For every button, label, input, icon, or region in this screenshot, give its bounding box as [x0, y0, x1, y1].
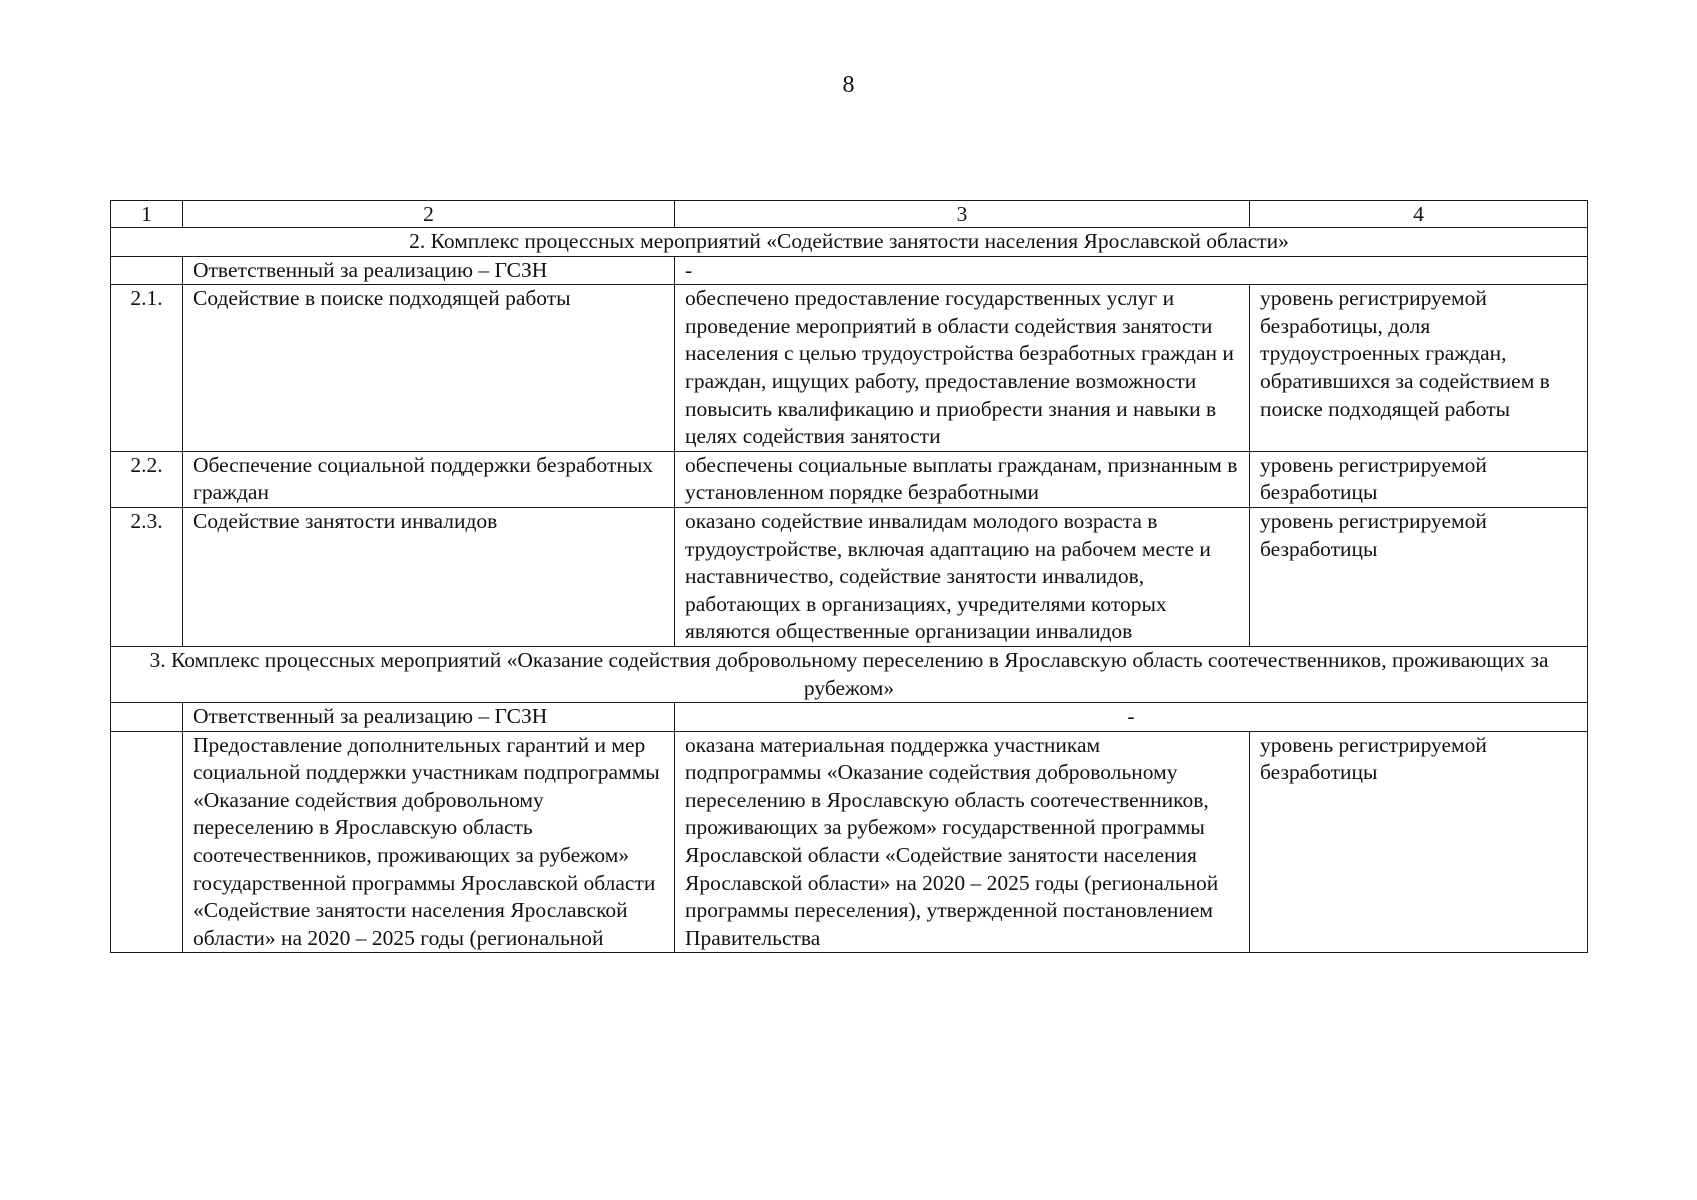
- indicator-cell: уровень регистрируемой безработицы, доля трудоустроенных граждан, обратившихся за содействием в поиске подходящей работы: [1250, 285, 1588, 452]
- section-2-responsible-row: [111, 256, 1588, 285]
- table-row: [111, 507, 1588, 646]
- table-row: [111, 451, 1588, 507]
- section-2-responsible-label: Ответственный за реализацию – ГСЗН: [183, 256, 675, 285]
- result-cell: оказана материальная поддержка участникам подпрограммы «Оказание содействия добровольному переселению в Ярославскую область соотечественников, проживающих за рубежом» государственной программы Ярославской области «Содействие занятости населения Ярославской области» на 2020 – 2025 годы (региональной программы переселения), утвержденной постановлением Правительства: [675, 731, 1250, 953]
- row-number: [111, 731, 183, 953]
- page-number: 8: [842, 72, 855, 98]
- indicator-cell: уровень регистрируемой безработицы: [1250, 507, 1588, 646]
- table-row: [111, 731, 1588, 953]
- section-2-title: 2. Комплекс процессных мероприятий «Содействие занятости населения Ярославской области»: [111, 228, 1588, 257]
- row-number: 2.2.: [111, 451, 183, 507]
- column-number-2: 2: [183, 201, 675, 228]
- measure-cell: Содействие в поиске подходящей работы: [183, 285, 675, 452]
- section-3-responsible-value: -: [675, 703, 1588, 732]
- result-cell: обеспечены социальные выплаты гражданам, признанным в установленном порядке безработными: [675, 451, 1250, 507]
- indicator-cell: уровень регистрируемой безработицы: [1250, 731, 1588, 953]
- section-3-responsible-row: [111, 703, 1588, 732]
- measure-cell: Предоставление дополнительных гарантий и мер социальной поддержки участникам подпрограммы «Оказание содействия добровольному переселению в Ярославскую область соотечественников, проживающих за рубежом» государственной программы Ярославской области «Содействие занятости населения Ярославской области» на 2020 – 2025 годы (региональной: [183, 731, 675, 953]
- row-number: 2.1.: [111, 285, 183, 452]
- section-3-responsible-label: Ответственный за реализацию – ГСЗН: [183, 703, 675, 732]
- column-number-row: [111, 201, 1588, 228]
- result-cell: оказано содействие инвалидам молодого возраста в трудоустройстве, включая адаптацию на рабочем месте и наставничество, содействие занятости инвалидов, работающих в организациях, учредителями которых являются общественные организации инвалидов: [675, 507, 1250, 646]
- measure-cell: Содействие занятости инвалидов: [183, 507, 675, 646]
- section-3-header-row: [111, 646, 1588, 702]
- section-3-title: 3. Комплекс процессных мероприятий «Оказание содействия добровольному переселению в Ярославскую область соотечественников, проживающих за рубежом»: [111, 646, 1588, 702]
- row-number: 2.3.: [111, 507, 183, 646]
- column-number-4: 4: [1250, 201, 1588, 228]
- column-number-3: 3: [675, 201, 1250, 228]
- column-number-1: 1: [111, 201, 183, 228]
- empty-cell: [111, 256, 183, 285]
- table-row: [111, 285, 1588, 452]
- result-cell: обеспечено предоставление государственных услуг и проведение мероприятий в области содействия занятости населения с целью трудоустройства безработных граждан и граждан, ищущих работу, предоставление возможности повысить квалификацию и приобрести знания и навыки в целях содействия занятости: [675, 285, 1250, 452]
- measures-table: [110, 200, 1588, 953]
- section-2-responsible-value: -: [675, 256, 1588, 285]
- section-2-header-row: [111, 228, 1588, 257]
- measure-cell: Обеспечение социальной поддержки безработных граждан: [183, 451, 675, 507]
- empty-cell: [111, 703, 183, 732]
- indicator-cell: уровень регистрируемой безработицы: [1250, 451, 1588, 507]
